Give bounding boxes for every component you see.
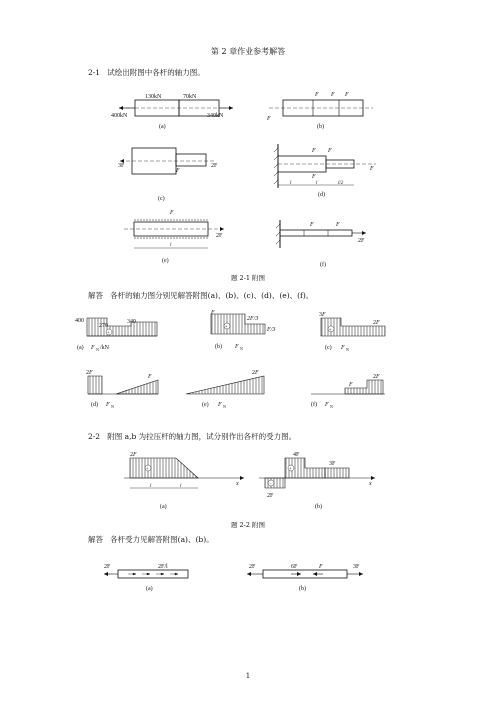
diagram-label: (b) <box>299 586 306 592</box>
svg-text:F: F <box>312 174 316 180</box>
svg-text:+: + <box>145 467 149 472</box>
force-diagram-b <box>243 560 373 606</box>
answer-text: 各杆受力见解答附图(a)、(b)。 <box>110 535 214 544</box>
value-340: 340 <box>127 319 136 325</box>
svg-text:F: F <box>176 168 180 174</box>
load-130: 130kN <box>145 94 162 100</box>
svg-text:F: F <box>341 345 345 351</box>
value-2f: 2F <box>267 493 274 499</box>
figure-2-2a <box>120 450 250 514</box>
svg-text:F: F <box>106 402 110 408</box>
svg-text:3F: 3F <box>319 312 326 318</box>
svg-text:+: + <box>288 467 292 472</box>
force-3f: 3F <box>353 564 360 570</box>
figure-caption-2-2: 题 2-2 附图 <box>230 521 266 529</box>
page-title: 第 2 章作业参考解答 <box>210 47 286 56</box>
svg-text:N: N <box>240 346 243 351</box>
svg-text:l: l <box>316 181 318 186</box>
answer-2-2 <box>88 534 214 545</box>
svg-text:F: F <box>345 92 349 98</box>
svg-text:F: F <box>211 310 215 316</box>
svg-text:−: − <box>269 482 273 487</box>
svg-text:F: F <box>328 148 332 154</box>
figure-caption-2-1: 题 2-1 附图 <box>230 274 266 282</box>
force-f: F <box>319 564 323 570</box>
value-2f3: 2F/3 <box>247 316 259 322</box>
svg-text:2F: 2F <box>252 370 259 376</box>
svg-text:F: F <box>310 222 314 228</box>
diagram-label: (e) <box>202 402 209 408</box>
svg-text:F: F <box>312 148 316 154</box>
axial-diagram-c <box>315 312 405 356</box>
svg-text:+: + <box>106 331 110 336</box>
problem-2-2 <box>88 431 296 442</box>
problem-2-1 <box>88 67 205 78</box>
axial-diagram-b <box>205 310 295 358</box>
svg-text:x: x <box>369 481 372 487</box>
svg-text:F: F <box>148 374 152 380</box>
svg-text:F: F <box>170 210 174 216</box>
figure-2-1f <box>270 214 380 270</box>
load-2f: 2F <box>211 163 218 169</box>
figure-label: (f) <box>320 262 326 268</box>
svg-text:l: l <box>150 484 152 489</box>
value-3f: 3F <box>329 461 336 467</box>
axis-unit: /kN <box>100 345 109 351</box>
svg-text:N: N <box>346 347 349 352</box>
svg-text:x: x <box>236 481 239 487</box>
force-6f: 6F <box>291 564 298 570</box>
force-diagram-a <box>100 560 220 606</box>
load-2f: 2F <box>216 233 223 239</box>
svg-text:l: l <box>180 484 182 489</box>
svg-text:F: F <box>218 402 222 408</box>
load-2f: 2F <box>358 238 365 244</box>
diagram-label: (a) <box>146 586 153 592</box>
svg-text:F: F <box>267 116 271 122</box>
svg-text:F: F <box>331 92 335 98</box>
figure-label: (a) <box>160 504 167 510</box>
axial-diagram-d <box>80 370 170 418</box>
problem-text: 试绘出附图中各杆的轴力图。 <box>107 68 205 77</box>
figure-label: (b) <box>317 124 324 130</box>
force-2f-l: 2F/l <box>158 564 168 570</box>
figure-label: (a) <box>159 124 166 130</box>
svg-text:+: + <box>224 325 228 330</box>
figure-label: (c) <box>158 196 165 202</box>
load-400: 400kN <box>111 113 128 119</box>
value-f3: F/3 <box>267 327 276 333</box>
svg-text:N: N <box>111 404 114 409</box>
force-2f: 2F <box>249 564 256 570</box>
svg-text:F: F <box>370 166 374 172</box>
problem-text: 附图 a,b 为拉压杆的轴力图，试分别作出各杆的受力图。 <box>107 432 297 441</box>
svg-text:l: l <box>290 181 292 186</box>
svg-text:F: F <box>235 344 239 350</box>
diagram-label: (d) <box>91 402 98 408</box>
diagram-label: (b) <box>215 344 222 350</box>
svg-text:2F: 2F <box>86 370 93 376</box>
figure-2-1a <box>111 90 235 136</box>
value-4f: 4F <box>293 452 300 458</box>
answer-prefix: 解答 <box>88 535 103 544</box>
svg-text:F: F <box>315 92 319 98</box>
value-270: 270 <box>99 323 108 329</box>
figure-label: (b) <box>315 504 322 510</box>
axial-diagram-a <box>75 312 185 356</box>
figure-2-1b <box>265 90 375 136</box>
load-70: 70kN <box>183 94 197 100</box>
figure-2-1c <box>118 142 228 204</box>
axial-diagram-f <box>305 370 395 418</box>
load-340: 340kN <box>207 113 224 119</box>
svg-text:+: + <box>328 328 332 333</box>
problem-number: 2-2 <box>88 432 101 441</box>
axis-label: F <box>91 345 95 351</box>
axial-diagram-e <box>180 370 280 418</box>
page-number: 1 <box>245 672 251 680</box>
axis-sub: N <box>96 347 99 352</box>
force-2f: 2F <box>104 564 111 570</box>
svg-text:N: N <box>330 404 333 409</box>
svg-text:F: F <box>349 382 353 388</box>
figure-2-1d <box>270 140 380 206</box>
figure-label: (d) <box>318 192 325 198</box>
half-length: l/2 <box>338 181 344 186</box>
load-3f: 3F <box>118 163 125 169</box>
diagram-label: (c) <box>325 345 332 351</box>
svg-text:2F: 2F <box>373 320 380 326</box>
length-label: l <box>170 243 172 248</box>
answer-2-1 <box>88 290 313 301</box>
svg-text:F: F <box>336 222 340 228</box>
problem-number: 2-1 <box>88 68 101 77</box>
svg-text:2F: 2F <box>373 374 380 380</box>
figure-2-1e <box>122 208 232 270</box>
diagram-label: (f) <box>311 402 317 408</box>
figure-2-2b <box>255 450 385 514</box>
figure-label: (e) <box>162 258 169 264</box>
value-400: 400 <box>75 318 84 324</box>
svg-text:2F: 2F <box>130 452 137 458</box>
answer-prefix: 解答 <box>88 291 103 300</box>
answer-text: 各杆的轴力图分别见解答附图(a)、(b)、(c)、(d)、(e)、(f)。 <box>110 291 314 300</box>
diagram-label: (a) <box>77 345 84 351</box>
svg-text:F: F <box>325 402 329 408</box>
svg-text:N: N <box>223 404 226 409</box>
